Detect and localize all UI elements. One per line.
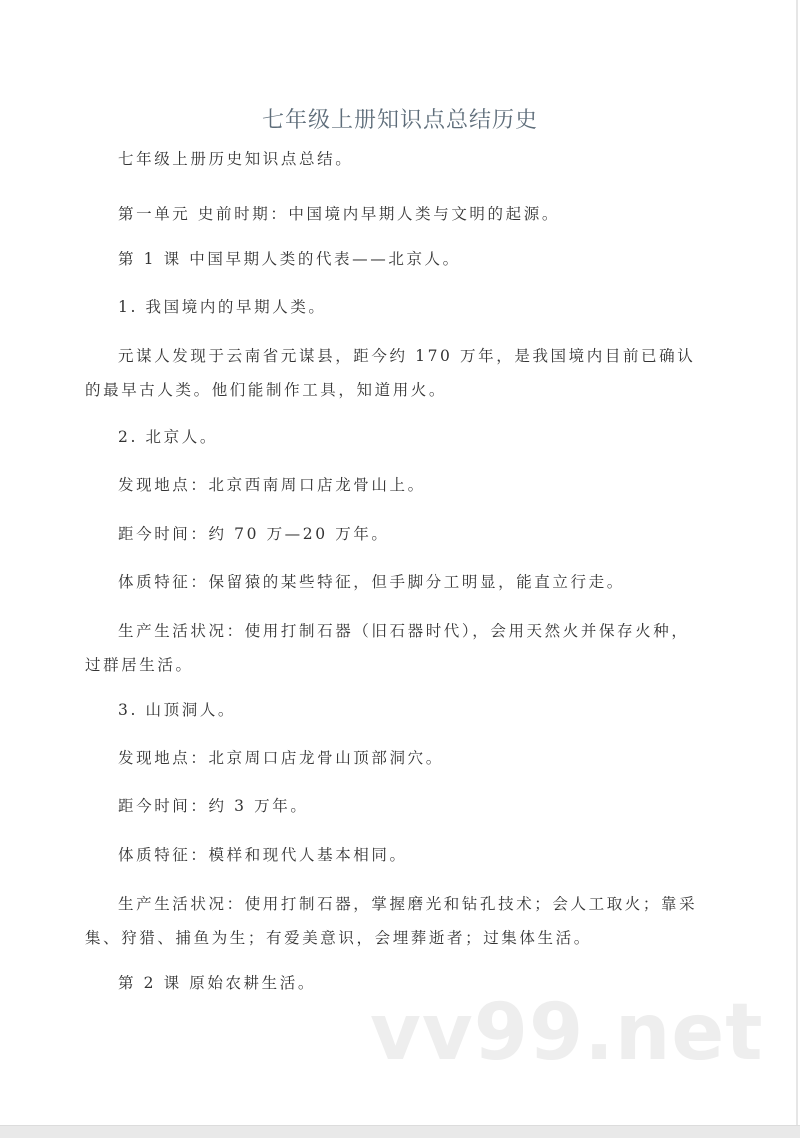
paragraph-beijing-time: 距今时间：约 70 万—20 万年。 — [118, 525, 390, 543]
paragraph-section-3: 3. 山顶洞人。 — [118, 701, 237, 719]
paragraph-shandingdong-location: 发现地点：北京周口店龙骨山顶部洞穴。 — [118, 749, 444, 767]
paragraph-lesson-2-heading: 第 2 课 原始农耕生活。 — [118, 974, 316, 992]
paragraph-beijing-physique: 体质特征：保留猿的某些特征，但手脚分工明显，能直立行走。 — [118, 573, 625, 591]
page-bottom-edge — [0, 1125, 800, 1138]
paragraph-shandingdong-time: 距今时间：约 3 万年。 — [118, 797, 309, 815]
paragraph-shandingdong-physique: 体质特征：模样和现代人基本相同。 — [118, 846, 408, 864]
watermark: vv99.net — [370, 988, 764, 1078]
paragraph-intro: 七年级上册历史知识点总结。 — [118, 150, 354, 168]
paragraph-shandingdong-life: 生产生活状况：使用打制石器，掌握磨光和钻孔技术；会人工取火；靠采集、狩猎、捕鱼为生；有爱美意识，会埋葬逝者；过集体生活。 — [85, 895, 698, 947]
paragraph-section-2: 2. 北京人。 — [118, 428, 218, 446]
document-title: 七年级上册知识点总结历史 — [261, 108, 538, 133]
paragraph-unit-heading: 第一单元 史前时期：中国境内早期人类与文明的起源。 — [118, 205, 560, 223]
paragraph-beijing-life: 生产生活状况：使用打制石器（旧石器时代），会用天然火并保存火种，过群居生活。 — [85, 622, 690, 674]
paragraph-lesson-1-heading: 第 1 课 中国早期人类的代表——北京人。 — [118, 250, 461, 268]
paragraph-beijing-location: 发现地点：北京西南周口店龙骨山上。 — [118, 476, 426, 494]
paragraph-yuanmou: 元谋人发现于云南省元谋县，距今约 170 万年，是我国境内目前已确认的最早古人类。他们能制作工具，知道用火。 — [85, 347, 696, 399]
paragraph-section-1: 1. 我国境内的早期人类。 — [118, 298, 327, 316]
